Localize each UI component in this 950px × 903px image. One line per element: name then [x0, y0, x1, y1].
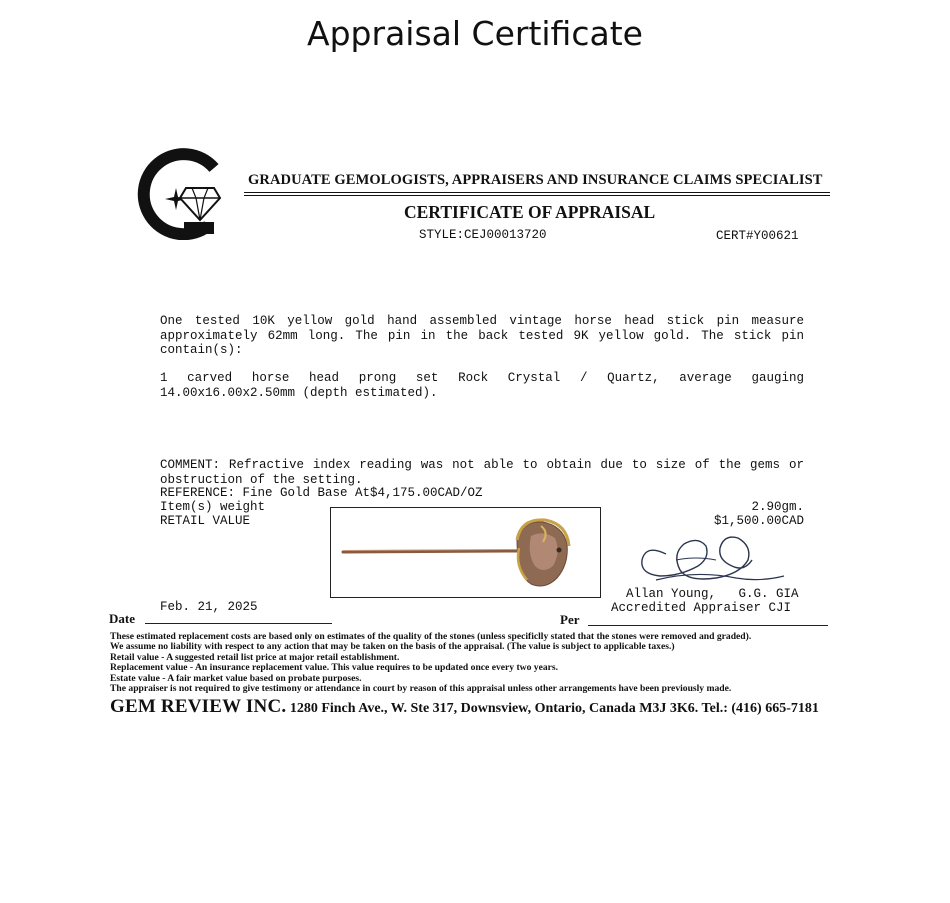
company-tagline: GRADUATE GEMOLOGISTS, APPRAISERS AND INSURANCE CLAIMS SPECIALIST	[248, 172, 823, 188]
stone-description: 1 carved horse head prong set Rock Crystal / Quartz, average gauging 14.00x16.00x2.50mm (depth estimated).	[160, 371, 804, 400]
company-logo	[136, 148, 222, 240]
header-rule-top	[244, 192, 830, 193]
page-title: Appraisal Certificate	[307, 14, 643, 53]
appraiser-signature	[636, 530, 786, 588]
appraiser-name: Allan Young, G.G. GIA	[626, 587, 799, 601]
reference-text: REFERENCE: Fine Gold Base At$4,175.00CAD/OZ	[160, 486, 483, 500]
cert-number: CERT#Y00621	[716, 229, 799, 243]
certificate-title: CERTIFICATE OF APPRAISAL	[404, 202, 656, 222]
item-photo	[330, 507, 601, 598]
per-label: Per	[560, 612, 580, 627]
weight-value: 2.90gm.	[751, 500, 804, 514]
date-line	[145, 623, 332, 624]
appraiser-title: Accredited Appraiser CJI	[611, 601, 792, 615]
weight-label: Item(s) weight	[160, 500, 266, 514]
footer	[110, 696, 819, 718]
horse-head-stick-pin-image	[331, 508, 600, 597]
disclaimer-line: The appraiser is not required to give testimony or attendance in court by reason of this appraisal unless other arrangements have been previously made.	[110, 683, 732, 695]
header-rule-bottom	[244, 195, 830, 196]
disclaimer-line: Replacement value - An insurance replacement value. This value requires to be updated once every two years.	[110, 662, 559, 674]
comment-text: COMMENT: Refractive index reading was not able to obtain due to size of the gems or obstruction of the setting.	[160, 458, 804, 487]
disclaimers	[110, 632, 751, 694]
disclaimer-line: We assume no liability with respect to any action that may be taken on the basis of the appraisal. (The value is subject to applicable taxes.)	[110, 641, 675, 653]
date-value: Feb. 21, 2025	[160, 600, 258, 614]
footer-address: 1280 Finch Ave., W. Ste 317, Downsview, Ontario, Canada M3J 3K6. Tel.: (416) 665-7181	[286, 701, 819, 716]
date-label: Date	[109, 611, 135, 626]
disclaimer-line: These estimated replacement costs are based only on estimates of the quality of the stones (unless specificlly stated that the stones were removed and graded).	[110, 631, 752, 642]
footer-company-name: GEM REVIEW INC.	[110, 696, 287, 717]
style-number: STYLE:CEJ00013720	[419, 228, 547, 242]
retail-value: $1,500.00CAD	[713, 514, 804, 528]
per-line	[588, 625, 828, 626]
disclaimer-line: Estate value - A fair market value based on probate purposes.	[110, 672, 362, 684]
disclaimer-line: Retail value - A suggested retail list price at major retail establishment.	[110, 651, 400, 663]
item-description: One tested 10K yellow gold hand assembled vintage horse head stick pin measure approximately 62mm long. The pin in the back tested 9K yellow gold. The stick pin contain(s):	[160, 314, 804, 357]
retail-label: RETAIL VALUE	[160, 514, 251, 528]
